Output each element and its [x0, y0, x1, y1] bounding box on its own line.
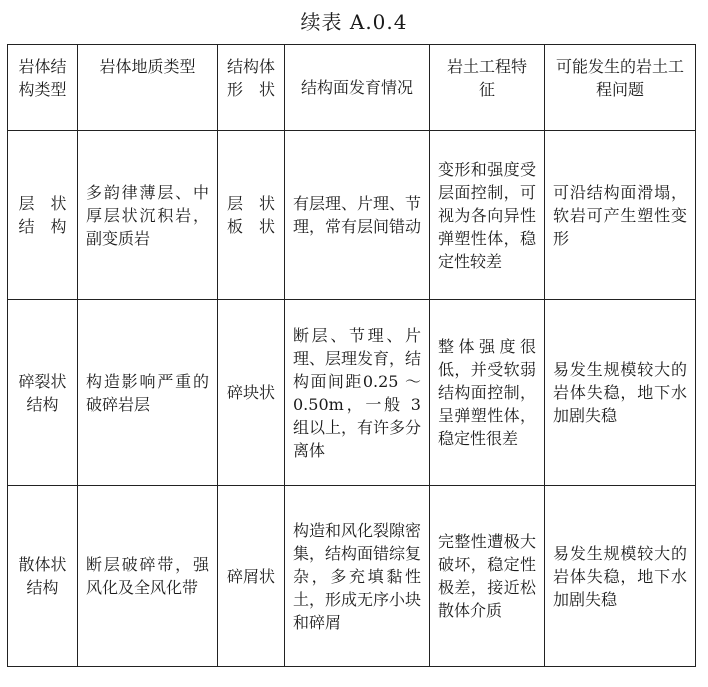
cell-structure-type: 碎裂状结构: [8, 300, 78, 486]
header-engineering-features: 岩土工程特 征: [430, 45, 545, 131]
cell-structure-type: 散体状结构: [8, 486, 78, 667]
cell-body-shape: 碎块状: [218, 300, 285, 486]
cell-engineering-features: 完整性遭极大破坏，稳定性极差，接近松散体介质: [430, 486, 545, 667]
cell-engineering-features: 整体强度很低，并受软弱结构面控制，呈弹塑性体，稳定性很差: [430, 300, 545, 486]
cell-surface-development: 有层理、片理、节理，常有层间错动: [285, 131, 430, 300]
cell-structure-type: 层 状结 构: [8, 131, 78, 300]
cell-body-shape: 层 状板 状: [218, 131, 285, 300]
cell-surface-development: 构造和风化裂隙密集，结构面错综复杂，多充填黏性土，形成无序小块和碎屑: [285, 486, 430, 667]
cell-geology-type: 构造影响严重的破碎岩层: [78, 300, 218, 486]
table-row: [8, 131, 696, 300]
header-geology-type: 岩体地质类型: [78, 45, 218, 131]
cell-possible-problems: 易发生规模较大的岩体失稳，地下水加剧失稳: [545, 486, 696, 667]
table-row: [8, 486, 696, 667]
cell-engineering-features: 变形和强度受层面控制，可视为各向异性弹塑性体，稳定性较差: [430, 131, 545, 300]
cell-body-shape: 碎屑状: [218, 486, 285, 667]
header-row: [8, 45, 696, 131]
table-row: [8, 300, 696, 486]
table-title: 续表 A.0.4: [300, 10, 408, 34]
cell-possible-problems: 可沿结构面滑塌，软岩可产生塑性变形: [545, 131, 696, 300]
cell-possible-problems: 易发生规模较大的岩体失稳，地下水加剧失稳: [545, 300, 696, 486]
rock-structure-table: [7, 44, 696, 667]
header-possible-problems: 可能发生的岩土工程问题: [545, 45, 696, 131]
cell-geology-type: 断层破碎带，强风化及全风化带: [78, 486, 218, 667]
cell-surface-development: 断层、节理、片理、层理发育，结构面间距0.25 ～ 0.50m，一般 3 组以上，有许多分离体: [285, 300, 430, 486]
header-structure-type: 岩体结构类型: [8, 45, 78, 131]
header-body-shape: 结构体形 状: [218, 45, 285, 131]
header-surface-development: 结构面发育情况: [285, 45, 430, 131]
cell-geology-type: 多韵律薄层、中厚层状沉积岩，副变质岩: [78, 131, 218, 300]
